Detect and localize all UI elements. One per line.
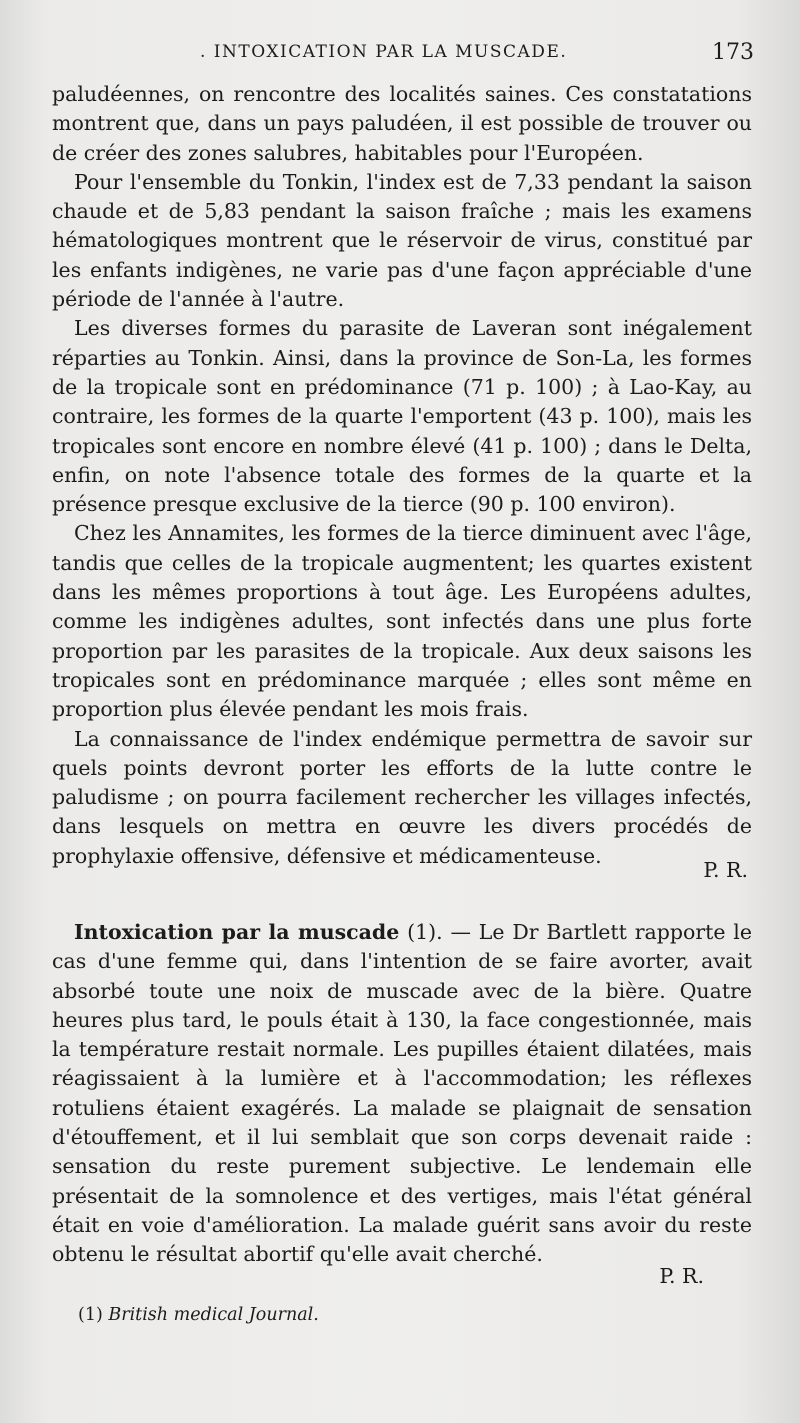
footnote-marker: (1)	[78, 1305, 109, 1325]
footnote-reference: (1).	[399, 920, 443, 944]
paragraph-continuation: paludéennes, on rencontre des localités saines. Ces constatations montrent que, dans un pays paludéen, il est possible de trouver ou de créer des zones salubres, habitables pour l'Européen.	[52, 82, 752, 165]
signature-section1: P. R.	[703, 858, 748, 882]
article-title: Intoxication par la muscade	[74, 920, 400, 944]
footnote-journal: British medical Journal.	[108, 1305, 319, 1325]
running-title: . INTOXICATION PAR LA MUSCADE.	[200, 42, 568, 62]
section-malaria-text	[52, 80, 752, 871]
paragraph-endemic-index: La connaissance de l'index endémique permettra de savoir sur quels points devront porter les efforts de la lutte contre le paludisme ; on pourra facilement rechercher les villages infectés, dans lesquels on mettra en œuvre les divers procédés de prophylaxie offensive, défensive et médicamenteuse.	[52, 726, 752, 868]
article-paragraph	[52, 918, 752, 1270]
signature-article: P. R.	[659, 1264, 704, 1288]
paragraph-index-tonkin: Pour l'ensemble du Tonkin, l'index est de 7,33 pendant la saison chaude et de 5,83 pendant la saison fraîche ; mais les examens hématologiques montrent que le réservoir de virus, constitué par les enfants indigènes, ne varie pas d'une façon appréciable d'une période de l'année à l'autre.	[52, 169, 752, 312]
page-number: 173	[712, 40, 754, 65]
article-nutmeg	[52, 918, 752, 1270]
paragraph-parasite-forms: Les diverses formes du parasite de Laveran sont inégalement réparties au Tonkin. Ainsi, dans la province de Son-La, les formes de la tropicale sont en prédominance (71 p. 100) ; à Lao-Kay, au contraire, les formes de la quarte l'emportent (43 p. 100), mais les tropicales sont encore en nombre élevé (41 p. 100) ; dans le Delta, enfin, on note l'absence totale des formes de la quarte et la présence presque exclusive de la tierce (90 p. 100 environ).	[52, 316, 752, 517]
paragraph-annamites: Chez les Annamites, les formes de la tierce diminuent avec l'âge, tandis que celles de la tropicale augmentent; les quartes existent dans les mêmes proportions à tout âge. Les Européens adultes, comme les indigènes adultes, sont infectés dans une plus forte proportion par les parasites de la tropicale. Aux deux saisons les tropicales sont en prédominance marquée ; elles sont même en proportion plus élevée pendant les mois frais.	[52, 521, 752, 722]
footnote	[78, 1305, 319, 1325]
page-header	[0, 36, 800, 76]
article-body: — Le Dr Bartlett rapporte le cas d'une femme qui, dans l'intention de se faire avorter, avait absorbé toute une noix de muscade avec de la bière. Quatre heures plus tard, le pouls était à 130, la face congestionnée, mais la température restait normale. Les pupilles étaient dilatées, mais réagissaient à la lumière et à l'accommodation; les réflexes rotuliens étaient exagérés. La malade se plaignait de sensation d'étouffement, et il lui semblait que son corps devenait raide : sensation du reste purement subjective. Le lendemain elle présentait de la somnolence et des vertiges, mais l'état général était en voie d'amélioration. La malade guérit sans avoir du reste obtenu le résultat abortif qu'elle avait cherché.	[52, 920, 752, 1267]
